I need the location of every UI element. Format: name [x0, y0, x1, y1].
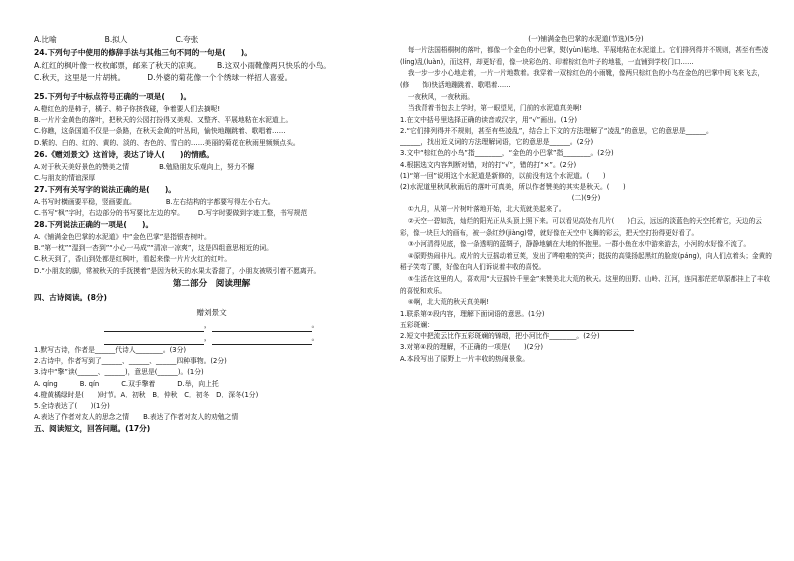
poem-title: 赠刘景文: [196, 307, 227, 317]
q26-option-c: C.与朋友的情谊深厚: [34, 173, 96, 182]
passage-two-paragraph-2: ②天空一碧如洗，灿烂的阳光正从头顶上照下来。可以看见高处有几片( )白云，远远的淡蓝色的天空托着它，天边的云彩，像一块巨大的画布，被一条红纱(jiàng)带，就好像在天空中飞舞的彩云，把天空打扮得更好看了。: [400, 216, 762, 237]
poem-q5: 5.全诗表达了( )(1分): [34, 402, 110, 411]
poem-q3: 3.诗中“擎”读(______、______)，意思是(______)。(1分): [34, 368, 204, 377]
passage-two-q3-option-a: A.本段写出了原野上一片丰收的热闹景象。: [400, 354, 530, 363]
q24-options-row2: [34, 72, 389, 85]
passage-one-paragraph-4: 当我背着书包去上学时，第一眼望见，门前的水泥道真美啊!: [407, 104, 582, 113]
q27-option-a: A.书写时横画要平稳，竖画要直。: [34, 197, 136, 206]
poem-blank-line-2: ， 。: [34, 332, 389, 345]
passage-one-paragraph-1: 每一片法国梧桐树的落叶，都像一个金色的小巴掌，熨(yùn)帖地、平展地粘在水泥道上。它们排列得并不规则，甚至有些凌(líng)乱(luàn)，而这样，却更好看，像一块彩色的、印着棕红色叶子的地毯，一直铺到学校门口……: [400, 46, 769, 66]
passage-two-paragraph-4: ④原野热闹非凡。成片的大豆摇动着豆荚，发出了哗啦啦的笑声；挺拔的高粱扬起黑红的脸庞(páng)，向人们点着头；金黄的稻子笑弯了腰，好像在向人们诉说着丰收的喜悦。: [400, 251, 772, 272]
q27-options-row2: [34, 208, 389, 219]
passage-one-q4: 4.根据选文内容判断对错，对的打“√”，错的打“×”。(2分): [400, 160, 577, 169]
passage-two-q1-answer-line: [400, 320, 772, 331]
q25-question: 25.下列句子中标点符号正确的一项是( )。: [34, 92, 192, 102]
q25-option-a: A.橙红色的是柿子，橘子、柿子你挤我碰，争着要人们去摘呢!: [34, 104, 221, 113]
passage-two-paragraph-1: ①九月，从第一片树叶落地开始，北大荒就美起来了。: [407, 205, 566, 214]
passage-one-q2-cont: ______，找出近义词的方法理解词语，它的意思是______。(2分): [400, 138, 594, 147]
q28-option-c: C.秋天到了，香山到处都是红枫叶，看起来像一片片火红的红叶。: [34, 255, 232, 264]
q28-question: 28.下列说法正确的一项是( )。: [34, 220, 154, 230]
reading-section-heading: 五、阅读短文，回答问题。(17分): [34, 424, 151, 434]
part-two-heading: 第二部分 阅读理解: [172, 278, 251, 289]
passage-one-paragraph-3: 一夜秋风，一夜秋雨。: [407, 92, 474, 101]
q24-question: 24.下列句子中使用的修辞手法与其他三句不同的一句是( )。: [34, 47, 252, 57]
poem-q3-option-b: B. qín: [79, 379, 100, 388]
poem-blank-line-1: ， 。: [34, 319, 389, 332]
poem-q4: 4.橙黄橘绿时是( )时节。A．初秋 B．仲秋 C．初冬 D．深冬(1分): [34, 390, 259, 399]
q28-option-d: D.“小朋友的脚，常被秋天的手抚摸着”是因为秋天的水果太香甜了，小朋友被吸引着不愿离开。: [34, 266, 321, 275]
q24-option-b: B.这双小雨靴像两只快乐的小鸟。: [216, 60, 331, 70]
q24-options-row1: [34, 60, 389, 73]
passage-two-q3: 3.对第④段的理解，不正确的一项是( )(2分): [400, 343, 544, 352]
passage-two-q2: 2.短文中把流云比作五彩斑斓的锦缎，把小河比作________。(2分): [400, 332, 600, 341]
q27-options-row1: [34, 197, 389, 208]
poem-q5-options: [34, 412, 389, 423]
poem-q3-option-d: D.举，向上托: [177, 379, 219, 388]
q23-option-a: A.比喻: [34, 35, 57, 44]
q23-option-c: C.夸张: [175, 35, 199, 44]
passage-one-q3: 3.文中“棕红色的小鸟”指________，“金色的小巴掌”指________。(2分): [400, 149, 614, 158]
poem-q3-option-c: C.双手擎着: [121, 379, 156, 388]
poem-q3-option-a: A. qíng: [34, 379, 58, 388]
poem-section-heading: 四、古诗阅读。(8分): [34, 292, 107, 302]
passage-two-q1-label: 五彩斑斓：: [400, 320, 434, 329]
q24-option-d: D.外婆的菊花像一个个绣球一样招人喜爱。: [147, 73, 293, 83]
poem-q5-option-a: A.表达了作者对友人的思念之情: [34, 413, 130, 422]
passage-one-q4-item-2: (2)水泥道里秋风秋雨后的落叶可真美，所以作者赞美的其实是秋天。( ): [400, 182, 626, 191]
q26-question: 26.《赠刘景文》这首诗，表达了诗人( )的情感。: [34, 149, 214, 159]
passage-one-paragraph-2: 我一步一步小心地走着，一片一片地数着。我穿着一双棕红色的小雨靴，像两只棕红色的小鸟在金色的巴掌中间飞来飞去，(修 饰)快活地蹦跳着、歌唱着……: [400, 69, 764, 89]
q24-option-c: C.秋天，这里是一片胡桃。: [34, 73, 126, 83]
q26-options-row1: [34, 162, 389, 173]
q24-option-a: A.红红的枫叶像一枚枚邮票，邮来了秋天的凉爽。: [34, 60, 201, 70]
q25-option-c: C.你瞧，这条国道不仅是一条路，在秋天金黄的叶丛间，愉快地蹦跳着、歌唱着……: [34, 127, 286, 136]
q25-option-d: D.紫的、白的、红的、黄的、淡的、杏色的、雪白的……美丽的菊花在秋雨里频频点头。: [34, 138, 300, 147]
q26-option-b: B.勉励朋友乐观向上，努力不懈: [159, 162, 255, 171]
q26-option-a: A.对于秋天美好景色的赞美之情: [34, 162, 130, 171]
q28-option-a: A.《铺满金色巴掌的水泥道》中“金色巴掌”是指银杏树叶。: [34, 233, 211, 241]
passage-two-q1: 1.联系第②段内容，理解下面词语的意思。(1分): [400, 309, 545, 318]
q25-option-b: B.一片片金黄色的落叶，把秋天的公园打扮得又美观、又整齐、平展地粘在水泥道上。: [34, 116, 293, 125]
q28-option-b: B.“第一枕”“湿到一杏到”“小心一马成”“清凉一凉爽”，这是四组意思相近的词。: [34, 244, 273, 253]
q23-options: [34, 34, 389, 47]
passage-two-title: (二)(9分): [571, 194, 601, 203]
q27-option-d: D.写字时要做到字迹工整，书写规范: [197, 209, 308, 217]
passage-one-q2: 2.“它们排列得并不规则，甚至有些凌乱”，结合上下文的方法理解了“凌乱”的意思，它的意思是______。: [400, 126, 713, 135]
left-column: [34, 34, 389, 436]
right-column: [400, 34, 772, 365]
passage-one-title: (一)铺满金色巴掌的水泥道(节选)(5分): [528, 35, 644, 43]
q23-option-b: B.拟人: [104, 35, 128, 44]
q27-option-c: C.书写“枫”字时，右边部分的书写要比左边的窄。: [34, 209, 184, 217]
q27-option-b: B.左右结构的字都要写得左小右大。: [165, 197, 275, 206]
poem-q2: 2.古诗中，作者写到了______、______、______四种事物。(2分): [34, 357, 227, 366]
passage-two-paragraph-6: ⑥啊，北大荒的秋天真美啊!: [407, 298, 489, 307]
poem-q3-options: [34, 379, 389, 390]
poem-q1: 1.默写古诗，作者是______代诗人________。(3分): [34, 346, 187, 354]
passage-one-q1: 1.在文中括号里选择正确的读音或汉字，用“√”画出。(1分): [400, 115, 578, 124]
q27-question: 27.下列有关写字的说法正确的是( )。: [34, 185, 176, 194]
passage-two-paragraph-5: ⑤生活在这里的人，喜欢用“大豆摇铃千里金”来赞美北大荒的秋天。这里的田野、山岭、江河，连同那茫茫草原都挂上了丰收的喜悦和欢乐。: [400, 274, 771, 295]
passage-one-q4-item-1: (1)“第一回”说明这个水泥道是新修的，以前没有这个水泥道。( ): [400, 171, 606, 180]
passage-two-paragraph-3: ③小河清得见底，像一条透明的蓝绸子，静静地躺在大地的怀抱里。一群小鱼在水中游来游去，小河的水好像不流了。: [407, 240, 751, 249]
poem-q5-option-b: B.表达了作者对友人的劝勉之情: [143, 413, 239, 422]
